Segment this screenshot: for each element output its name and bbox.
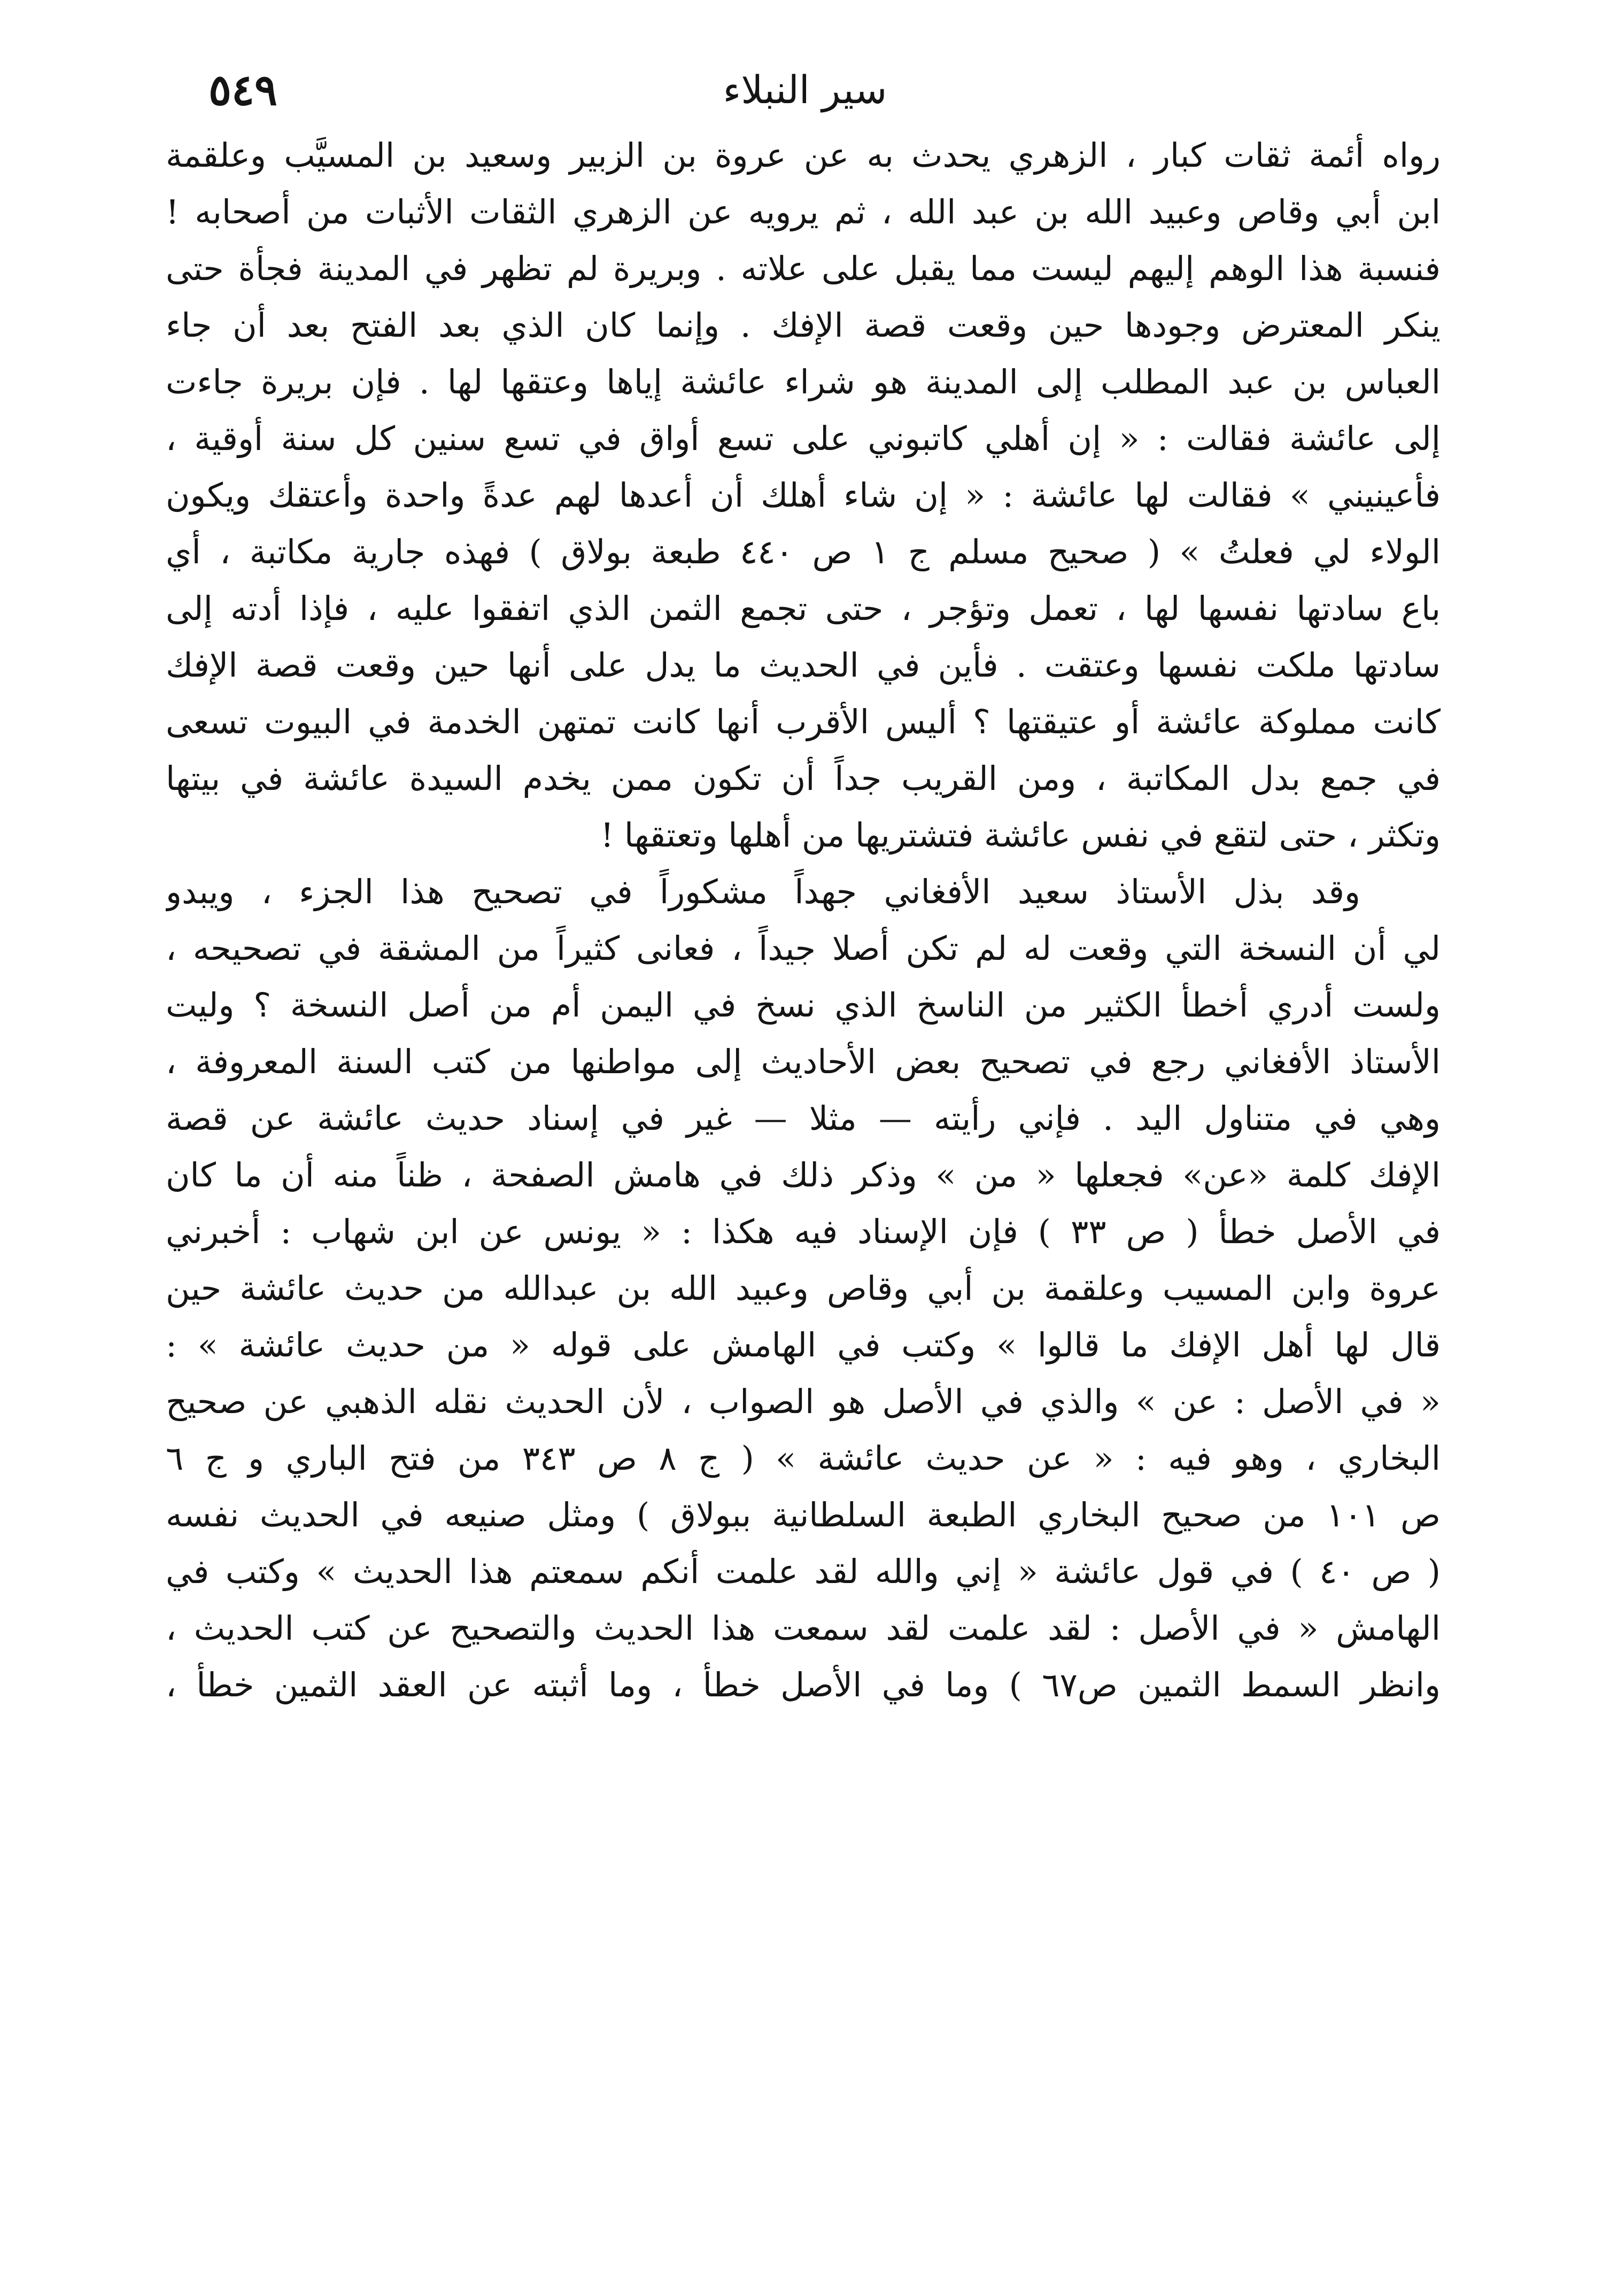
text-line: في الأصل خطأ ( ص ٣٣ ) فإن الإسناد فيه هكذا : « يونس عن ابن شهاب : أخبرني bbox=[166, 1212, 1441, 1251]
text-line: ولست أدري أخطأ الكثير من الناسخ الذي نسخ في اليمن أم من أصل النسخة ؟ وليت bbox=[166, 986, 1441, 1025]
text-line: باع سادتها نفسها لها ، تعمل وتؤجر ، حتى تجمع الثمن الذي اتفقوا عليه ، فإذا أدته إلى bbox=[166, 589, 1441, 628]
text-line: قال لها أهل الإفك ما قالوا » وكتب في الهامش على قوله « من حديث عائشة » : bbox=[166, 1325, 1441, 1364]
text-line: العباس بن عبد المطلب إلى المدينة هو شراء عائشة إياها وعتقها لها . فإن بريرة جاءت bbox=[166, 362, 1441, 401]
text-line: ص ١٠١ من صحيح البخاري الطبعة السلطانية ببولاق ) ومثل صنيعه في الحديث نفسه bbox=[166, 1495, 1441, 1534]
text-line: الأستاذ الأفغاني رجع في تصحيح بعض الأحاديث إلى مواطنها من كتب السنة المعروفة ، bbox=[166, 1042, 1441, 1081]
text-line: رواه أئمة ثقات كبار ، الزهري يحدث به عن عروة بن الزبير وسعيد بن المسيَّب وعلقمة bbox=[166, 136, 1441, 175]
text-line: لي أن النسخة التي وقعت له لم تكن أصلا جيداً ، فعانى كثيراً من المشقة في تصحيحه ، bbox=[166, 929, 1441, 968]
text-line: ( ص ٤٠ ) في قول عائشة « إني والله لقد علمت أنكم سمعتم هذا الحديث » وكتب في bbox=[166, 1552, 1441, 1591]
text-line: الإفك كلمة «عن» فجعلها « من » وذكر ذلك في هامش الصفحة ، ظناً منه أن ما كان bbox=[166, 1155, 1441, 1194]
text-line: الولاء لي فعلتُ » ( صحيح مسلم ج ١ ص ٤٤٠ طبعة بولاق ) فهذه جارية مكاتبة ، أي bbox=[166, 532, 1441, 571]
text-line: كانت مملوكة عائشة أو عتيقتها ؟ أليس الأقرب أنها كانت تمتهن الخدمة في البيوت تسعى bbox=[166, 702, 1441, 741]
page-number: ٥٤٩ bbox=[208, 65, 277, 115]
text-line: « في الأصل : عن » والذي في الأصل هو الصواب ، لأن الحديث نقله الذهبي عن صحيح bbox=[166, 1382, 1441, 1421]
text-line: فنسبة هذا الوهم إليهم ليست مما يقبل على علاته . وبريرة لم تظهر في المدينة فجأة حتى bbox=[166, 249, 1441, 288]
text-line: وانظر السمط الثمين ص٦٧ ) وما في الأصل خطأ ، وما أثبته عن العقد الثمين خطأ ، bbox=[166, 1665, 1441, 1704]
text-line: ابن أبي وقاص وعبيد الله بن عبد الله ، ثم يرويه عن الزهري الثقات الأثبات من أصحابه ! bbox=[166, 192, 1441, 231]
text-line: عروة وابن المسيب وعلقمة بن أبي وقاص وعبيد الله بن عبدالله من حديث عائشة حين bbox=[166, 1269, 1441, 1308]
text-line: إلى عائشة فقالت : « إن أهلي كاتبوني على تسع أواق في تسع سنين كل سنة أوقية ، bbox=[166, 419, 1441, 458]
page-header bbox=[171, 58, 1439, 122]
running-title: سير النبلاء bbox=[723, 67, 887, 112]
text-line: فأعينيني » فقالت لها عائشة : « إن شاء أهلك أن أعدها لهم عدةً واحدة وأعتقك ويكون bbox=[166, 476, 1441, 515]
text-line: وهي في متناول اليد . فإني رأيته — مثلا — غير في إسناد حديث عائشة عن قصة bbox=[166, 1099, 1441, 1138]
body-text bbox=[166, 127, 1441, 1713]
text-line: وتكثر ، حتى لتقع في نفس عائشة فتشتريها من أهلها وتعتقها ! bbox=[600, 816, 1441, 855]
text-line: الهامش « في الأصل : لقد علمت لقد سمعت هذا الحديث والتصحيح عن كتب الحديث ، bbox=[166, 1609, 1441, 1648]
text-line: البخاري ، وهو فيه : « عن حديث عائشة » ( ج ٨ ص ٣٤٣ من فتح الباري و ج ٦ bbox=[166, 1439, 1441, 1478]
text-line: في جمع بدل المكاتبة ، ومن القريب جداً أن تكون ممن يخدم السيدة عائشة في بيتها bbox=[166, 759, 1441, 798]
text-line: ينكر المعترض وجودها حين وقعت قصة الإفك . وإنما كان الذي بعد الفتح بعد أن جاء bbox=[166, 306, 1441, 345]
text-line: وقد بذل الأستاذ سعيد الأفغاني جهداً مشكوراً في تصحيح هذا الجزء ، ويبدو bbox=[166, 872, 1360, 911]
text-line: سادتها ملكت نفسها وعتقت . فأين في الحديث ما يدل على أنها حين وقعت قصة الإفك bbox=[166, 646, 1441, 685]
